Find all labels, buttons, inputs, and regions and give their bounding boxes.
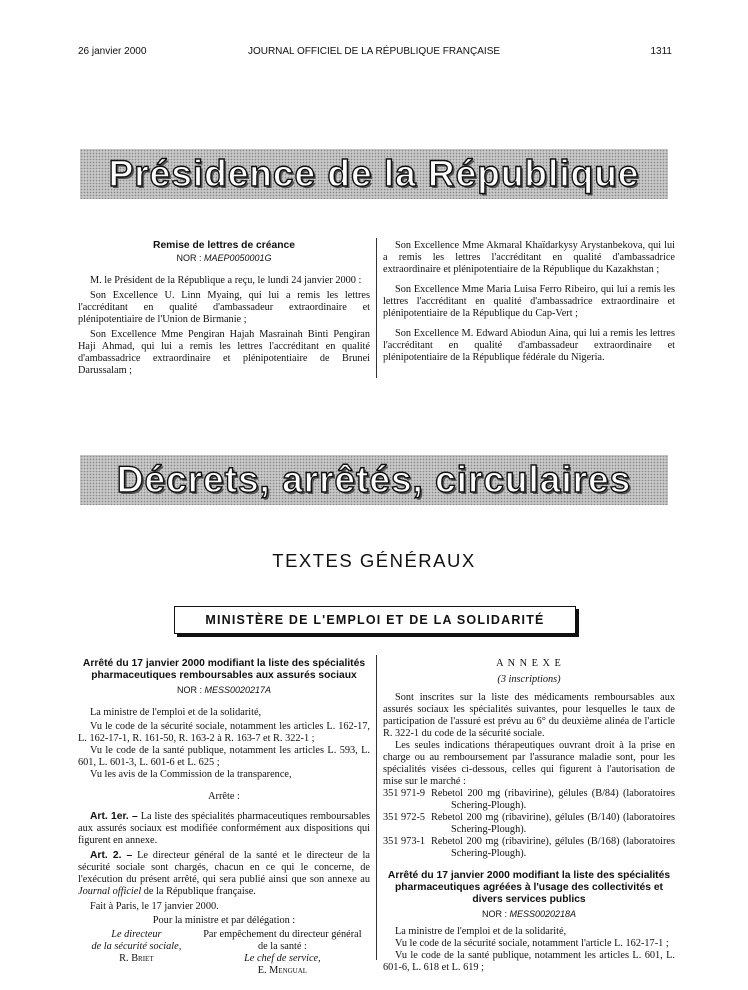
visa: Vu les avis de la Commission de la transparence,	[90, 769, 292, 780]
product-desc: Rebetol 200 mg (ribavirine), gélules (B/84) (laboratoires Schering-Plough).	[431, 788, 675, 811]
header-date: 26 janvier 2000	[78, 46, 147, 57]
annexe-subtitle: (3 inscriptions)	[497, 674, 561, 685]
annexe-title: A N N E X E	[496, 658, 562, 669]
arrete-2-title: Arrêté du 17 janvier 2000 modifiant la liste des spécialités pharmaceutiques agréées à l'usage des collectivités et divers services publics	[387, 870, 671, 905]
column-divider	[376, 238, 377, 378]
paragraph: Son Excellence Mme Pengiran Hajah Masrainah Binti Pengiran Haji Ahmad, qui lui a remis les lettres l'accréditant en qualité d'ambassadrice extraordinaire et plénipotentiaire de Brunei Darussalam ;	[78, 329, 370, 376]
product-desc: Rebetol 200 mg (ribavirine), gélules (B/140) (laboratoires Schering-Plough).	[431, 812, 675, 835]
signatory-name: R. Briet	[119, 953, 154, 964]
list-item	[383, 812, 675, 836]
nor-code: MESS0020217A	[204, 685, 272, 695]
product-desc: Rebetol 200 mg (ribavirine), gélules (B/168) (laboratoires Schering-Plough).	[431, 836, 675, 859]
fait-a-paris: Fait à Paris, le 17 janvier 2000.	[90, 901, 219, 912]
textes-generaux-heading: TEXTES GÉNÉRAUX	[272, 550, 476, 571]
article-2: Art. 2. – Le directeur général de la santé et le directeur de la sécurité sociale sont chargés, chacun en ce qui le concerne, de l'exécution du présent arrêté, qui sera publié ainsi que son annexe au Journal officiel de la République française.	[78, 850, 370, 897]
cip-code: 351 971-9	[383, 788, 426, 799]
arrete-2-nor: NOR : MESS0020218A	[481, 909, 577, 919]
article-label: Art. 2. –	[90, 850, 133, 861]
cip-code: 351 972-5	[383, 812, 426, 823]
arrete-1-nor: NOR : MESS0020217A	[176, 685, 272, 695]
lettres-creance-nor: NOR : MAEP0050001G	[176, 253, 272, 263]
visa: Vu le code de la santé publique, notamment les articles L. 593, L. 601, L. 601-3, L. 601-6 et L. 625 ;	[78, 745, 370, 768]
arrete-word: Arrête :	[208, 791, 240, 802]
cip-code: 351 973-1	[383, 836, 426, 847]
section-banner-presidence	[80, 149, 668, 199]
arrete-1-column	[78, 658, 370, 977]
visa: Vu le code de la sécurité sociale, notamment l'article L. 162-17-1 ;	[395, 938, 669, 949]
lettres-creance-title: Remise de lettres de créance	[153, 240, 295, 251]
paragraph: Son Excellence U. Linn Myaing, qui lui a remis les lettres l'accréditant en qualité d'ambassadeur extraordinaire et plénipotentiaire de l'Union de Birmanie ;	[78, 290, 370, 325]
paragraph: M. le Président de la République a reçu, le lundi 24 janvier 2000 :	[90, 275, 362, 286]
paragraph: La ministre de l'emploi et de la solidarité,	[395, 926, 567, 937]
column-divider	[376, 655, 377, 960]
banner-title: Décrets, arrêtés, circulaires	[116, 459, 632, 500]
list-item	[383, 788, 675, 812]
header-page-number: 1311	[650, 46, 672, 57]
article-1: Art. 1er. – La liste des spécialités pharmaceutiques remboursables aux assurés sociaux est modifiée conformément aux dispositions qui figurent en annexe.	[78, 811, 371, 846]
visa: Vu le code de la santé publique, notamment les articles L. 601, L. 601-6, L. 618 et L. 619 ;	[383, 950, 675, 973]
visa: Vu le code de la sécurité sociale, notamment les articles L. 162-17, L. 162-17-1, R. 161-50, R. 163-2 à R. 163-7 et R. 322-1 ;	[78, 721, 370, 744]
banner-title: Présidence de la République	[108, 153, 640, 194]
paragraph: Son Excellence Mme Maria Luisa Ferro Ribeiro, qui lui a remis les lettres l'accréditant en qualité d'ambassadrice extraordinaire et plénipotentiaire de la République du Cap-Vert ;	[383, 284, 675, 319]
header-journal-title: JOURNAL OFFICIEL DE LA RÉPUBLIQUE FRANÇAISE	[247, 46, 501, 57]
list-item	[383, 836, 675, 860]
paragraph: Son Excellence M. Edward Abiodun Aina, qui lui a remis les lettres l'accréditant en qualité d'ambassadeur extraordinaire et plénipotentiaire de la République fédérale du Nigeria.	[383, 328, 675, 363]
signatory-name: E. Mengual	[257, 965, 308, 976]
lettres-creance-right-column	[383, 240, 675, 367]
paragraph: La ministre de l'emploi et de la solidarité,	[90, 707, 262, 718]
paragraph: Les seules indications thérapeutiques ouvrant droit à la prise en charge ou au remboursement par l'assurance maladie sont, pour les spécialités visées ci-dessous, celles qui figurent à l'autorisation de mise sur le marché :	[383, 740, 675, 787]
signatures	[78, 929, 370, 977]
paragraph: Son Excellence Mme Akmaral Khaïdarkysy Arystanbekova, qui lui a remis les lettres l'accréditant en qualité d'ambassadrice extraordinaire et plénipotentiaire de la République du Kazakhstan ;	[383, 240, 675, 275]
lettres-creance-left-column	[78, 240, 370, 380]
arrete-1-title: Arrêté du 17 janvier 2000 modifiant la liste des spécialités pharmaceutiques remboursables aux assurés sociaux	[82, 658, 366, 681]
signature-left: Le directeur de la sécurité sociale, R. Briet	[78, 929, 195, 977]
ministry-title: MINISTÈRE DE L'EMPLOI ET DE LA SOLIDARITÉ	[205, 613, 545, 627]
nor-code: MESS0020218A	[509, 909, 577, 919]
delegation-line: Pour la ministre et par délégation :	[152, 915, 296, 926]
article-label: Art. 1er. –	[90, 811, 138, 822]
nor-code: MAEP0050001G	[203, 253, 272, 263]
section-banner-decrets	[80, 455, 668, 505]
ministry-heading-box	[174, 606, 576, 634]
paragraph: Sont inscrites sur la liste des médicaments remboursables aux assurés sociaux les spécialités suivantes, pour lesquelles le taux de participation de l'assuré est prévu au 6° du deuxième alinéa de l'article R. 322-1 du code de la sécurité sociale.	[383, 692, 675, 739]
annexe-column	[383, 658, 675, 974]
signature-right: Par empêchement du directeur général de la santé : Le chef de service, E. Mengual	[195, 929, 370, 977]
